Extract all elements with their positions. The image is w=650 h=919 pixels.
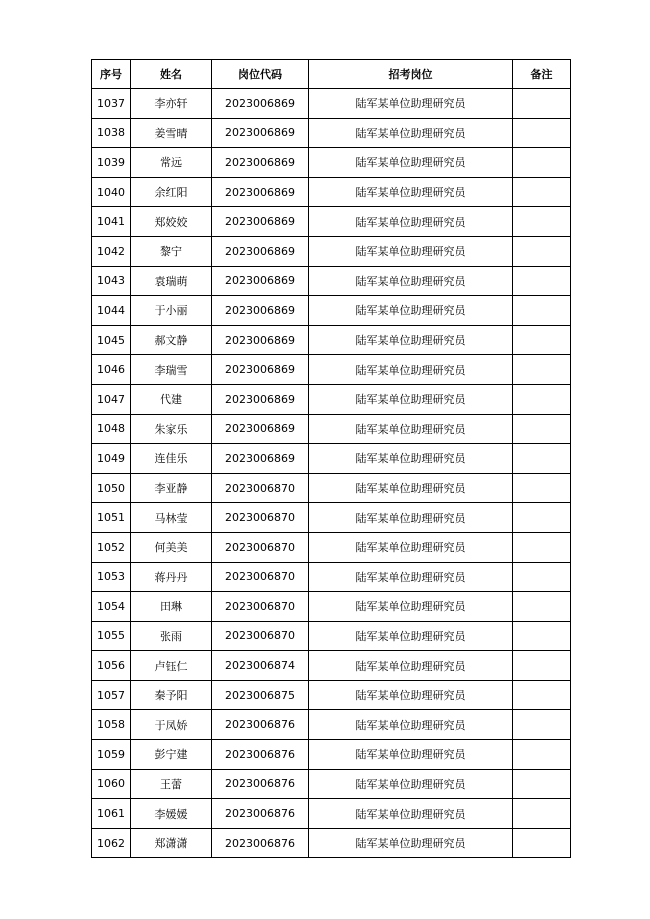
cell-remark <box>513 355 571 385</box>
cell-name: 卢钰仁 <box>131 651 212 681</box>
cell-remark <box>513 503 571 533</box>
table-row <box>92 266 571 296</box>
cell-name: 王蕾 <box>131 769 212 799</box>
cell-position-code: 2023006869 <box>212 148 309 178</box>
cell-position-code: 2023006876 <box>212 740 309 770</box>
cell-remark <box>513 236 571 266</box>
cell-name: 姜雪晴 <box>131 118 212 148</box>
cell-serial-number: 1053 <box>92 562 131 592</box>
table-row <box>92 799 571 829</box>
cell-position-code: 2023006869 <box>212 89 309 119</box>
cell-serial-number: 1037 <box>92 89 131 119</box>
cell-serial-number: 1042 <box>92 236 131 266</box>
cell-name: 余红阳 <box>131 177 212 207</box>
cell-recruitment-position: 陆军某单位助理研究员 <box>309 89 513 119</box>
table-row <box>92 503 571 533</box>
cell-position-code: 2023006869 <box>212 325 309 355</box>
table-row <box>92 828 571 858</box>
table-row <box>92 592 571 622</box>
table-row <box>92 207 571 237</box>
cell-remark <box>513 828 571 858</box>
cell-position-code: 2023006876 <box>212 828 309 858</box>
table-row <box>92 621 571 651</box>
cell-serial-number: 1049 <box>92 444 131 474</box>
cell-remark <box>513 325 571 355</box>
table-row <box>92 769 571 799</box>
cell-serial-number: 1061 <box>92 799 131 829</box>
cell-remark <box>513 384 571 414</box>
cell-serial-number: 1055 <box>92 621 131 651</box>
cell-serial-number: 1058 <box>92 710 131 740</box>
cell-name: 于凤娇 <box>131 710 212 740</box>
cell-recruitment-position: 陆军某单位助理研究员 <box>309 740 513 770</box>
cell-serial-number: 1057 <box>92 680 131 710</box>
table-row <box>92 355 571 385</box>
cell-remark <box>513 592 571 622</box>
cell-recruitment-position: 陆军某单位助理研究员 <box>309 621 513 651</box>
cell-serial-number: 1062 <box>92 828 131 858</box>
cell-name: 李媛媛 <box>131 799 212 829</box>
table-row <box>92 651 571 681</box>
header-recruitment-position: 招考岗位 <box>309 60 513 89</box>
cell-name: 田琳 <box>131 592 212 622</box>
cell-position-code: 2023006869 <box>212 118 309 148</box>
cell-recruitment-position: 陆军某单位助理研究员 <box>309 236 513 266</box>
table-row <box>92 384 571 414</box>
cell-name: 马林莹 <box>131 503 212 533</box>
cell-remark <box>513 799 571 829</box>
cell-recruitment-position: 陆军某单位助理研究员 <box>309 266 513 296</box>
cell-position-code: 2023006870 <box>212 562 309 592</box>
cell-name: 黎宁 <box>131 236 212 266</box>
cell-name: 蒋丹丹 <box>131 562 212 592</box>
cell-serial-number: 1060 <box>92 769 131 799</box>
table-row <box>92 414 571 444</box>
cell-serial-number: 1045 <box>92 325 131 355</box>
table-row <box>92 89 571 119</box>
cell-recruitment-position: 陆军某单位助理研究员 <box>309 651 513 681</box>
cell-recruitment-position: 陆军某单位助理研究员 <box>309 473 513 503</box>
cell-position-code: 2023006869 <box>212 444 309 474</box>
cell-recruitment-position: 陆军某单位助理研究员 <box>309 414 513 444</box>
cell-name: 李亦轩 <box>131 89 212 119</box>
cell-position-code: 2023006869 <box>212 207 309 237</box>
cell-remark <box>513 177 571 207</box>
cell-position-code: 2023006869 <box>212 414 309 444</box>
cell-name: 何美美 <box>131 532 212 562</box>
cell-name: 秦予阳 <box>131 680 212 710</box>
table-row <box>92 296 571 326</box>
header-name: 姓名 <box>131 60 212 89</box>
cell-position-code: 2023006875 <box>212 680 309 710</box>
header-serial-number: 序号 <box>92 60 131 89</box>
cell-serial-number: 1041 <box>92 207 131 237</box>
header-remark: 备注 <box>513 60 571 89</box>
cell-position-code: 2023006869 <box>212 177 309 207</box>
cell-recruitment-position: 陆军某单位助理研究员 <box>309 384 513 414</box>
cell-serial-number: 1052 <box>92 532 131 562</box>
cell-serial-number: 1050 <box>92 473 131 503</box>
cell-remark <box>513 473 571 503</box>
cell-name: 郝文静 <box>131 325 212 355</box>
cell-recruitment-position: 陆军某单位助理研究员 <box>309 769 513 799</box>
cell-recruitment-position: 陆军某单位助理研究员 <box>309 177 513 207</box>
cell-remark <box>513 207 571 237</box>
candidate-table <box>91 59 571 858</box>
cell-serial-number: 1040 <box>92 177 131 207</box>
cell-position-code: 2023006870 <box>212 592 309 622</box>
cell-position-code: 2023006870 <box>212 532 309 562</box>
cell-name: 代建 <box>131 384 212 414</box>
cell-position-code: 2023006869 <box>212 266 309 296</box>
table-row <box>92 680 571 710</box>
cell-recruitment-position: 陆军某单位助理研究员 <box>309 828 513 858</box>
cell-name: 郑姣姣 <box>131 207 212 237</box>
cell-name: 常远 <box>131 148 212 178</box>
cell-position-code: 2023006869 <box>212 236 309 266</box>
cell-remark <box>513 651 571 681</box>
cell-name: 连佳乐 <box>131 444 212 474</box>
cell-recruitment-position: 陆军某单位助理研究员 <box>309 680 513 710</box>
table-body <box>92 89 571 858</box>
cell-recruitment-position: 陆军某单位助理研究员 <box>309 355 513 385</box>
cell-remark <box>513 532 571 562</box>
cell-remark <box>513 769 571 799</box>
cell-recruitment-position: 陆军某单位助理研究员 <box>309 296 513 326</box>
cell-recruitment-position: 陆军某单位助理研究员 <box>309 444 513 474</box>
cell-position-code: 2023006870 <box>212 503 309 533</box>
cell-name: 朱家乐 <box>131 414 212 444</box>
cell-recruitment-position: 陆军某单位助理研究员 <box>309 710 513 740</box>
cell-name: 郑潇潇 <box>131 828 212 858</box>
cell-recruitment-position: 陆军某单位助理研究员 <box>309 799 513 829</box>
cell-position-code: 2023006870 <box>212 473 309 503</box>
cell-remark <box>513 740 571 770</box>
table-row <box>92 444 571 474</box>
cell-serial-number: 1059 <box>92 740 131 770</box>
cell-remark <box>513 414 571 444</box>
cell-serial-number: 1056 <box>92 651 131 681</box>
cell-serial-number: 1039 <box>92 148 131 178</box>
cell-position-code: 2023006869 <box>212 296 309 326</box>
cell-position-code: 2023006869 <box>212 355 309 385</box>
cell-name: 李瑞雪 <box>131 355 212 385</box>
table-row <box>92 562 571 592</box>
cell-serial-number: 1046 <box>92 355 131 385</box>
table-row <box>92 710 571 740</box>
cell-remark <box>513 266 571 296</box>
table-row <box>92 118 571 148</box>
cell-remark <box>513 296 571 326</box>
cell-serial-number: 1043 <box>92 266 131 296</box>
cell-recruitment-position: 陆军某单位助理研究员 <box>309 325 513 355</box>
cell-position-code: 2023006870 <box>212 621 309 651</box>
table-row <box>92 473 571 503</box>
table-row <box>92 177 571 207</box>
cell-remark <box>513 444 571 474</box>
header-position-code: 岗位代码 <box>212 60 309 89</box>
cell-position-code: 2023006869 <box>212 384 309 414</box>
cell-position-code: 2023006876 <box>212 769 309 799</box>
cell-position-code: 2023006876 <box>212 799 309 829</box>
table-row <box>92 532 571 562</box>
cell-remark <box>513 621 571 651</box>
cell-position-code: 2023006874 <box>212 651 309 681</box>
cell-recruitment-position: 陆军某单位助理研究员 <box>309 118 513 148</box>
cell-remark <box>513 562 571 592</box>
table-row <box>92 325 571 355</box>
cell-name: 李亚静 <box>131 473 212 503</box>
table-row <box>92 740 571 770</box>
cell-serial-number: 1038 <box>92 118 131 148</box>
cell-recruitment-position: 陆军某单位助理研究员 <box>309 503 513 533</box>
table-header-row <box>92 60 571 89</box>
cell-serial-number: 1044 <box>92 296 131 326</box>
cell-serial-number: 1051 <box>92 503 131 533</box>
cell-remark <box>513 710 571 740</box>
cell-name: 彭宁建 <box>131 740 212 770</box>
cell-remark <box>513 148 571 178</box>
cell-position-code: 2023006876 <box>212 710 309 740</box>
cell-recruitment-position: 陆军某单位助理研究员 <box>309 207 513 237</box>
cell-serial-number: 1047 <box>92 384 131 414</box>
cell-remark <box>513 89 571 119</box>
table-row <box>92 236 571 266</box>
cell-remark <box>513 118 571 148</box>
cell-remark <box>513 680 571 710</box>
cell-serial-number: 1054 <box>92 592 131 622</box>
cell-recruitment-position: 陆军某单位助理研究员 <box>309 148 513 178</box>
cell-recruitment-position: 陆军某单位助理研究员 <box>309 532 513 562</box>
cell-name: 于小丽 <box>131 296 212 326</box>
cell-name: 张雨 <box>131 621 212 651</box>
cell-recruitment-position: 陆军某单位助理研究员 <box>309 592 513 622</box>
cell-serial-number: 1048 <box>92 414 131 444</box>
cell-name: 袁瑞萌 <box>131 266 212 296</box>
table-row <box>92 148 571 178</box>
cell-recruitment-position: 陆军某单位助理研究员 <box>309 562 513 592</box>
